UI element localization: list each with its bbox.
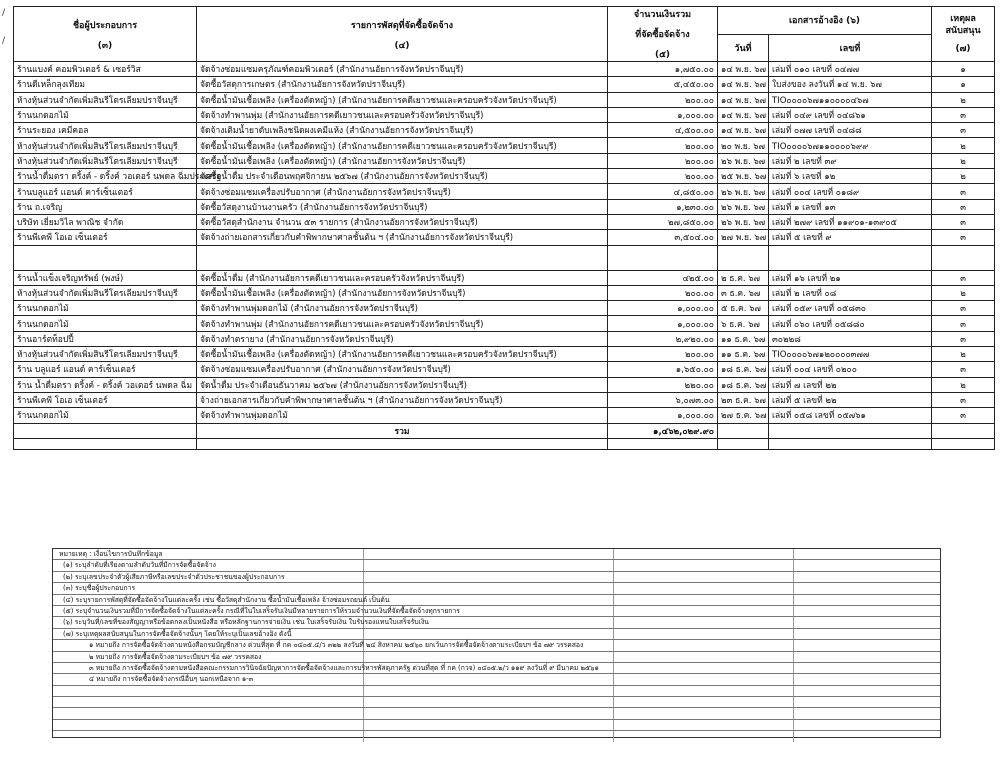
notes-blank-line [53,697,940,708]
reason-cell: ๓ [932,230,995,245]
item-cell: จัดจ้างเติมน้ำยาดับเพลิงชนิดผงเคมีแห้ง (สำนักงานอัยการจังหวัดปราจีนบุรี) [197,123,608,138]
doc-number-cell: เล่มที่ ๐๕๙ เลขที่ ๐๕๘๓๐ [769,301,932,316]
table-row [14,123,995,138]
total-row [14,423,995,438]
date-cell: ๒๐ พ.ย. ๖๗ [718,138,769,153]
amount-cell: ๒๐๐.๐๐ [608,92,718,107]
item-cell: จัดจ้างทำพานพุ่มดอกไม้ (สำนักงานอัยการจังหวัดปราจีนบุรี) [197,301,608,316]
vendor-cell: ห้างหุ้นส่วนจำกัดเพิ่มสินรีโตรเลียมปราจีนบุรี [14,138,197,153]
amount-cell: ๖,๐๗๓.๐๐ [608,392,718,407]
notes-blank-line [53,731,940,741]
amount-cell: ๒๒๐.๐๐ [608,377,718,392]
date-cell: ๑๘ ธ.ค. ๖๗ [718,362,769,377]
item-cell: จัดจ้างทำพานพุ่มดอกไม้ [197,408,608,423]
amount-header-no: (๕) [654,50,671,60]
procurement-table [13,6,995,450]
ref-docs-header: เอกสารอ้างอิง (๖) [718,7,932,35]
doc-number-cell: เล่มที่ ๐๑๐ เลขที่ ๐๔๗๗ [769,62,932,77]
doc-number-cell: เล่มที่ ๐๔๙ เลขที่ ๐๔๘๖๑ [769,107,932,122]
date-cell: ๒๖ พ.ย. ๖๗ [718,184,769,199]
amount-cell: ๔๒๕.๐๐ [608,270,718,285]
doc-number-cell: เล่มที่ ๐๖๐ เลขที่ ๐๕๘๘๐ [769,316,932,331]
vendor-cell: ร้านดีเหล็กลุงเทียม [14,77,197,92]
item-cell: จัดซื้อน้ำมันเชื้อเพลิง (เครื่องตัดหญ้า) (สำนักงานอัยการคดีเยาวชนและครอบครัวจังหวัดปราจีนบุรี) [197,138,608,153]
item-cell: จัดซื้อวัสดุการเกษตร (สำนักงานอัยการจังหวัดปราจีนบุรี) [197,77,608,92]
table-row [14,408,995,423]
reason-cell: ๓ [932,408,995,423]
item-cell: จัดจ้างซ่อมแซมเครื่องปรับอากาศ (สำนักงานอัยการจังหวัดปราจีนบุรี) [197,362,608,377]
doc-number-cell: เล่มที่ ๐๐๔ เลขที่ ๐๑๘๙ [769,184,932,199]
table-row [14,107,995,122]
reason-cell: ๓ [932,362,995,377]
table-row [14,331,995,346]
total-label: รวม [197,423,608,438]
table-row [14,347,995,362]
reason-cell: ๒ [932,347,995,362]
edge-mark: / [2,36,6,46]
amount-cell: ๑,๐๐๐.๐๐ [608,107,718,122]
ref-number-header: เลขที่ [769,34,932,62]
reason-cell: ๓ [932,214,995,229]
ref-date-header: วันที่ [718,34,769,62]
date-cell: ๑๑ ธ.ค. ๖๗ [718,347,769,362]
reason-header [932,7,995,62]
date-cell: ๒๖ พ.ย. ๖๗ [718,199,769,214]
doc-number-cell: เล่มที่ ๐๗๗ เลขที่ ๐๔๘๘ [769,123,932,138]
reason-cell: ๒ [932,92,995,107]
amount-header [608,7,718,62]
vendor-cell: ร้านน้ำดื่มตรา ดริ้งค์ - ดริ้งค์ วอเตอร์ นพดล ฉิ่มประเสริฐ [14,169,197,184]
date-cell: ๒๗ พ.ย. ๖๗ [718,230,769,245]
amount-cell: ๒๐๐.๐๐ [608,169,718,184]
notes-sub-line-text: ๓ หมายถึง การจัดซื้อจัดจ้างตามหนังสือคณะกรรมการวินิจฉัยปัญหาการจัดซื้อจัดจ้างและการบริหารพัสดุภาครัฐ ด่วนที่สุด ที่ กค (กวจ) ๐๔๐๕.๒/ว ๑๑๙ ลงวันที่ ๙ มีนาคม ๒๕๖๑ [89,663,599,672]
blank-row [14,438,995,449]
date-cell: ๑๘ ธ.ค. ๖๗ [718,377,769,392]
items-header [197,7,608,62]
amount-cell: ๑,๒๓๐.๐๐ [608,199,718,214]
doc-number-cell: เล่มที่ ๐๐๔ เลขที่ ๐๒๐๐ [769,362,932,377]
table-row [14,214,995,229]
amount-header-line1: จำนวนเงินรวม [633,10,692,20]
total-amount: ๑,๔๖๒,๐๒๙.๙๐ [608,423,718,438]
reason-cell: ๓ [932,270,995,285]
reason-cell: ๑ [932,77,995,92]
date-cell: ๑๔ พ.ย. ๖๗ [718,107,769,122]
vendor-cell: ร้านบลูแอร์ แอนด์ คาร์เซ็นเตอร์ [14,184,197,199]
table-row [14,285,995,300]
notes-sub-line-text: ๔ หมายถึง การจัดซื้อจัดจ้างกรณีอื่นๆ นอกเหนือจาก ๑-๓ [89,675,254,684]
amount-cell: ๓,๕๐๔.๐๐ [608,230,718,245]
table-row [14,62,995,77]
table-body-section-1 [14,62,995,246]
item-cell: จัดซื้อน้ำมันเชื้อเพลิง (เครื่องตัดหญ้า) (สำนักงานอัยการคดีเยาวชนและครอบครัวจังหวัดปราจีนบุรี) [197,347,608,362]
reason-cell: ๓ [932,184,995,199]
reason-cell: ๓ [932,316,995,331]
date-cell: ๒๗ ธ.ค. ๖๗ [718,408,769,423]
date-cell: ๑๔ พ.ย. ๖๗ [718,77,769,92]
vendor-cell: ร้านนกดอกไม้ [14,316,197,331]
table-row [14,77,995,92]
items-header-label: รายการพัสดุที่จัดซื้อจัดจ้าง [350,21,454,31]
reason-header-label: เหตุผล สนับสนุน [945,14,981,36]
notes-sub-line [53,652,940,663]
date-cell: ๑๑ ธ.ค. ๖๗ [718,331,769,346]
reason-cell: ๑ [932,62,995,77]
notes-line-text: (๕) ระบุจำนวนเงินรวมที่มีการจัดซื้อจัดจ้างในแต่ละครั้ง กรณีที่ในใบเสร็จรับเงินมีหลายรายการให้รวมจำนวนเงินที่จัดซื้อจัดจ้างทุกรายการ [63,606,460,615]
notes-blank-line [53,686,940,697]
doc-number-cell: เล่มที่ ๖ เลขที่ ๑๒ [769,169,932,184]
notes-line-text: (๑) ระบุลำดับที่เรียงตามลำดับวันที่มีการจัดซื้อจัดจ้าง [63,561,216,570]
item-cell: จัดซื้อน้ำมันเชื้อเพลิง (เครื่องตัดหญ้า) (สำนักงานอัยการจังหวัดปราจีนบุรี) [197,285,608,300]
reason-cell: ๒ [932,138,995,153]
notes-sub-line-text: ๒ หมายถึง การจัดซื้อจัดจ้างตามระเบียบฯ ข้อ ๗๙ วรรคสอง [89,652,262,661]
item-cell: จัดน้ำดื่ม ประจำเดือนธันวาคม ๒๕๖๗ (สำนักงานอัยการจังหวัดปราจีนบุรี) [197,377,608,392]
notes-line [53,595,940,606]
notes-line-text: (๖) ระบุวันที่/เลขที่ของสัญญาหรือข้อตกลงเป็นหนังสือ หรือหลักฐานการจ่ายเงิน เช่น ใบเสร็จรับเงิน ใบรับรองแทนใบเสร็จรับเงิน [63,618,429,627]
doc-number-cell: เล่มที่ ๕ เลขที่ ๙ [769,230,932,245]
date-cell: ๑๔ พ.ย. ๖๗ [718,62,769,77]
amount-cell: ๒๐๐.๐๐ [608,153,718,168]
date-cell: ๓ ธ.ค. ๖๗ [718,285,769,300]
date-cell: ๒๓ ธ.ค. ๖๗ [718,392,769,407]
blank-row [14,245,995,270]
table-row [14,392,995,407]
amount-cell: ๑,๐๐๐.๐๐ [608,408,718,423]
item-cell: จัดซื้อวัสดุสำนักงาน จำนวน ๕๓ รายการ (สำนักงานอัยการจังหวัดปราจีนบุรี) [197,214,608,229]
table-row [14,169,995,184]
notes-blank-line [53,708,940,719]
vendor-cell: ร้านพีเคพี โอเอ เซ็นเตอร์ [14,392,197,407]
table-row [14,362,995,377]
date-cell: ๒๖ พ.ย. ๖๗ [718,214,769,229]
notes-blank-line [53,720,940,731]
table-row [14,199,995,214]
table-row [14,301,995,316]
notes-title [53,549,940,560]
doc-number-cell: เล่มที่ ๕ เลขที่ ๒๒ [769,392,932,407]
notes-line [53,560,940,571]
notes-line [53,583,940,594]
item-cell: จัดจ้างถ่ายเอกสารเกี่ยวกับคำพิพากษาศาลชั้นต้น ฯ (สำนักงานอัยการจังหวัดปราจีนบุรี) [197,230,608,245]
vendor-cell: ร้านอาร์ตท็อปปี้ [14,331,197,346]
doc-number-cell: เล่มที่ ๐๕๘ เลขที่ ๐๕๗๖๑ [769,408,932,423]
vendor-cell: ร้าน บลูแอร์ แอนด์ คาร์เซ็นเตอร์ [14,362,197,377]
doc-number-cell: เล่มที่ ๑๖ เลขที่ ๒๑ [769,270,932,285]
amount-cell: ๔,๘๕๐.๐๐ [608,184,718,199]
reason-cell: ๓ [932,107,995,122]
vendor-cell: ร้านพีเคพี โอเอ เซ็นเตอร์ [14,230,197,245]
amount-cell: ๕,๔๕๐.๐๐ [608,77,718,92]
doc-number-cell: เล่มที่ ๒ เลขที่ ๐๘ [769,285,932,300]
vendor-cell: ร้านน้ำแข็งเจริญทรัพย์ (พงษ์) [14,270,197,285]
amount-header-line2: ที่จัดซื้อจัดจ้าง [635,30,690,40]
item-cell: จัดจ้างทำพานพุ่ม (สำนักงานอัยการคดีเยาวชนและครอบครัวจังหวัดปราจีนบุรี) [197,316,608,331]
reason-cell: ๒ [932,153,995,168]
amount-cell: ๑,๐๐๐.๐๐ [608,316,718,331]
vendor-cell: บริษัท เยี่ยมวิไล พาณิช จำกัด [14,214,197,229]
vendor-cell: ร้าน น้ำดื่มตรา ดริ้งค์ - ดริ้งค์ วอเตอร์ นพดล ฉิ่ม [14,377,197,392]
date-cell: ๑๔ พ.ย. ๖๗ [718,123,769,138]
reason-cell: ๒ [932,377,995,392]
notes-line-text: (๔) ระบุรายการพัสดุที่จัดซื้อจัดจ้างในแต่ละครั้ง เช่น ซื้อวัสดุสำนักงาน ซื้อน้ำมันเชื้อเพลิง จ้างซ่อมรถยนต์ เป็นต้น [63,595,390,604]
item-cell: จ้างถ่ายเอกสารเกี่ยวกับคำพิพากษาศาลชั้นต้น ฯ (สำนักงานอัยการจังหวัดปราจีนบุรี) [197,392,608,407]
vendor-cell: ร้านนกดอกไม้ [14,107,197,122]
notes-sub-line [53,663,940,674]
table-row [14,270,995,285]
vendor-cell: ร้านระยอง เคมีคอล [14,123,197,138]
table-row [14,153,995,168]
edge-mark: / [2,8,6,18]
date-cell: ๑๔ พ.ย. ๖๗ [718,92,769,107]
notes-line-text: (๓) ระบุชื่อผู้ประกอบการ [63,584,136,593]
vendor-cell: ร้านนกดอกไม้ [14,301,197,316]
vendor-cell: ร้านนกดอกไม้ [14,408,197,423]
notes-box [52,548,941,738]
vendor-cell: ร้าน ถ.เจริญ [14,199,197,214]
amount-cell: ๔,๕๐๐.๐๐ [608,123,718,138]
vendor-cell: ห้างหุ้นส่วนจำกัดเพิ่มสินรีโตรเลียมปราจีนบุรี [14,285,197,300]
amount-cell: ๒๐๐.๐๐ [608,347,718,362]
doc-number-cell: เล่มที่ ๒ เลขที่ ๓๙ [769,153,932,168]
notes-line-text: (๗) ระบุเหตุผลสนับสนุนในการจัดซื้อจัดจ้างนั้นๆ โดยให้ระบุเป็นเลขอ้างอิง ดังนี้ [63,629,292,638]
table-body-section-2 [14,270,995,423]
item-cell: จัดจ้างซ่อมแซมเครื่องปรับอากาศ (สำนักงานอัยการจังหวัดปราจีนบุรี) [197,184,608,199]
item-cell: จัดจ้างทำตรายาง (สำนักงานอัยการจังหวัดปราจีนบุรี) [197,331,608,346]
reason-header-no: (๗) [955,44,971,54]
item-cell: จัดซื้อวัสดุงานบ้านงานครัว (สำนักงานอัยการจังหวัดปราจีนบุรี) [197,199,608,214]
amount-cell: ๑,๖๕๐.๐๐ [608,362,718,377]
notes-line-text: (๒) ระบุเลขประจำตัวผู้เสียภาษีหรือเลขประจำตัวประชาชนของผู้ประกอบการ [63,572,285,581]
doc-number-cell: ใบส่งของ ลงวันที่ ๑๔ พ.ย. ๖๗ [769,77,932,92]
date-cell: ๒ ธ.ค. ๖๗ [718,270,769,285]
vendor-header-no: (๓) [97,41,113,51]
table-row [14,184,995,199]
reason-cell: ๓ [932,123,995,138]
notes-sub-line [53,674,940,685]
notes-title-text: หมายเหตุ : เงื่อนไขการบันทึกข้อมูล [59,550,163,558]
notes-sub-line [53,640,940,651]
notes-line [53,629,940,640]
vendor-cell: ห้างหุ้นส่วนจำกัดเพิ่มสินรีโตรเลียมปราจีนบุรี [14,153,197,168]
date-cell: ๒๕ พ.ย. ๖๗ [718,169,769,184]
table-row [14,377,995,392]
notes-sub-line-text: ๑ หมายถึง การจัดซื้อจัดจ้างตามหนังสือกรมบัญชีกลาง ด่วนที่สุด ที่ กค ๐๔๐๕.๔/ว ๓๒๒ ลงวันที่ ๒๔ สิงหาคม ๒๕๖๐ ยกเว้นการจัดซื้อจัดจ้างตามระเบียบฯ ข้อ ๗๙ วรรคสอง [89,641,584,650]
date-cell: ๖ ธ.ค. ๖๗ [718,316,769,331]
doc-number-cell: TIO๐๐๐๐๖๗๑๑๐๐๐๐๖๙๙ [769,138,932,153]
notes-line [53,572,940,583]
item-cell: จัดซื้อน้ำดื่ม (สำนักงานอัยการคดีเยาวชนและครอบครัวจังหวัดปราจีนบุรี) [197,270,608,285]
amount-cell: ๒๐๐.๐๐ [608,285,718,300]
item-cell: จัดซื้อน้ำมันเชื้อเพลิง (เครื่องตัดหญ้า) (สำนักงานอัยการจังหวัดปราจีนบุรี) [197,153,608,168]
reason-cell: ๓ [932,331,995,346]
table-row [14,316,995,331]
vendor-header-label: ชื่อผู้ประกอบการ [72,21,138,31]
reason-cell: ๓ [932,301,995,316]
item-cell: จัดซื้อน้ำดื่ม ประจำเดือนพฤศจิกายน ๒๕๖๗ (สำนักงานอัยการจังหวัดปราจีนบุรี) [197,169,608,184]
date-cell: ๒๖ พ.ย. ๖๗ [718,153,769,168]
reason-cell: ๒ [932,285,995,300]
vendor-header [14,7,197,62]
table-row [14,138,995,153]
amount-cell: ๒๐๐.๐๐ [608,138,718,153]
reason-cell: ๓ [932,199,995,214]
doc-number-cell: เล่มที่ ๗ เลขที่ ๒๒ [769,377,932,392]
vendor-cell: ห้างหุ้นส่วนจำกัดเพิ่มสินรีโตรเลียมปราจีนบุรี [14,347,197,362]
notes-line [53,606,940,617]
doc-number-cell: TIO๐๐๐๐๖๗๑๑๐๐๐๐๔๖๗ [769,92,932,107]
date-cell: ๕ ธ.ค. ๖๗ [718,301,769,316]
amount-cell: ๒,๙๒๐.๐๐ [608,331,718,346]
amount-cell: ๑,๐๐๐.๐๐ [608,301,718,316]
doc-number-cell: ๓๐๒๒๘ [769,331,932,346]
doc-number-cell: เล่มที่ ๒๗๙ เลขที่ ๑๑๙๐๑-๑๓๙๐๕ [769,214,932,229]
amount-cell: ๒๗,๘๕๐.๐๐ [608,214,718,229]
table-row [14,92,995,107]
amount-cell: ๑,๗๕๐.๐๐ [608,62,718,77]
doc-number-cell: เล่มที่ ๑ เลขที่ ๑๓ [769,199,932,214]
reason-cell: ๒ [932,169,995,184]
vendor-cell: ห้างหุ้นส่วนจำกัดเพิ่มสินรีโตรเลียมปราจีนบุรี [14,92,197,107]
item-cell: จัดจ้างซ่อมแซมครุภัณฑ์คอมพิวเตอร์ (สำนักงานอัยการจังหวัดปราจีนบุรี) [197,62,608,77]
item-cell: จัดซื้อน้ำมันเชื้อเพลิง (เครื่องตัดหญ้า) (สำนักงานอัยการคดีเยาวชนและครอบครัวจังหวัดปราจีนบุรี) [197,92,608,107]
reason-cell: ๓ [932,392,995,407]
notes-line [53,617,940,628]
table-row [14,230,995,245]
vendor-cell: ร้านแบงค์ คอมพิวเตอร์ & เซอร์วิส [14,62,197,77]
doc-number-cell: TIO๐๐๐๐๖๗๑๒๐๐๐๐๓๗๗ [769,347,932,362]
item-cell: จัดจ้างทำพานพุ่ม (สำนักงานอัยการคดีเยาวชนและครอบครัวจังหวัดปราจีนบุรี) [197,107,608,122]
items-header-no: (๔) [394,41,410,51]
